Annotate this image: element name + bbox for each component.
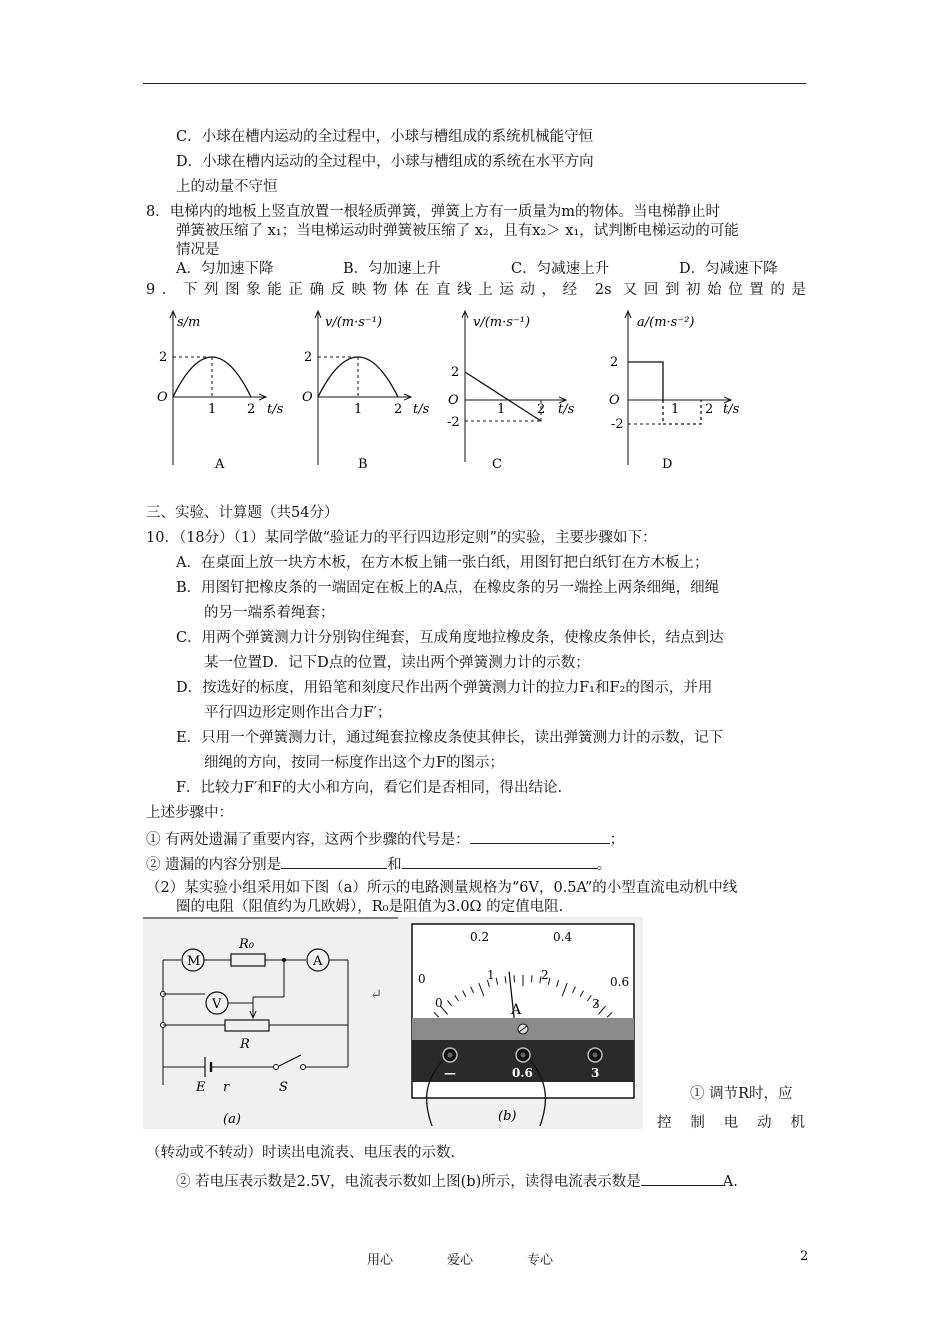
q8-option-d: D．匀减速下降 [679,261,778,277]
q10-ask3-c: （转动或不转动）时读出电流表、电压表的示数. [146,1145,456,1161]
ammeter-dial-b [408,920,638,1128]
switch-label: S [279,1080,288,1095]
graph-a-xlabel: t/s [267,402,284,417]
graph-b-ytick: 2 [304,350,313,365]
q10-part2-line2: 圈的电阻（阻值约为几欧姆），R₀是阻值为3.0Ω 的定值电阻. [176,899,564,915]
q10-ask4-end: A. [722,1174,738,1190]
graph-a-caption: A [215,457,225,472]
graph-b-origin: O [302,390,313,405]
graph-b-ylabel: v/(m·s⁻¹) [325,315,383,330]
ammeter-tick [532,975,533,982]
graph-d-yneg: -2 [611,417,624,432]
graph-c [447,312,575,472]
footer-word-2: 爱心 [447,1253,474,1268]
q8-option-a: A．匀加速下降 [176,261,274,277]
scale-top-0: 0 [418,972,426,986]
graph-d-ytick: 2 [610,355,619,370]
graph-d-xlabel: t/s [723,402,740,417]
graph-c-caption: C [492,457,502,472]
graph-b-xlabel: t/s [413,402,430,417]
graph-c-x2: 2 [537,402,546,417]
graph-a [157,312,284,472]
rheostat [225,1020,269,1031]
graph-d-x2: 2 [705,402,714,417]
q10-step-d-1: D．按选好的标度，用铅笔和刻度尺作出两个弹簧测力计的拉力F₁和F₂的图示，并用 [176,680,713,696]
graph-d-caption: D [662,457,673,472]
graph-d [609,312,740,472]
scale-top-0.6: 0.6 [610,975,630,989]
q7-option-d-line2: 上的动量不守恒 [176,179,278,195]
q10-step-b-2: 的另一端系着绳套； [204,605,335,621]
graph-c-ytick: 2 [451,365,460,380]
q8-stem-line3: 情况是 [176,242,220,258]
q10-ask3-b: 控 制 电 动 机 [657,1115,805,1131]
q10-ask1-text: ① 有两处遗漏了重要内容，这两个步骤的代号是： [146,832,470,848]
scale-top-0.2: 0.2 [470,930,490,944]
scale-bottom-3: 3 [592,997,600,1011]
q10-ask1-end: ； [609,832,625,848]
q8-option-b: B．匀加速上升 [343,261,441,277]
rheostat-label: R [240,1037,250,1052]
fig-a-caption: (a) [223,1112,241,1127]
page-number: 2 [800,1249,809,1264]
return-mark: ↵ [370,987,383,1003]
q10-ask2 [146,853,611,875]
q10-step-e-2: 细绳的方向，按同一标度作出这个力F的图示； [204,755,505,771]
q10-ask2-text: ② 遗漏的内容分别是 [146,857,282,873]
emf-label: E [196,1080,206,1095]
q7-option-d-line1: D．小球在槽内运动的全过程中，小球与槽组成的系统在水平方向 [176,154,594,170]
graph-c-ylabel: v/(m·s⁻¹) [473,315,531,330]
q10-ask1-blank[interactable] [470,828,610,844]
q10-step-d-2: 平行四边形定则作出合力F′； [204,705,392,721]
fig-b-caption: (b) [498,1109,517,1124]
q10-step-a: A．在桌面上放一块方木板，在方木板上铺一张白纸，用图钉把白纸钉在方木板上； [176,555,709,571]
q8-option-c: C．匀减速上升 [511,261,610,277]
graph-b-x2: 2 [394,402,403,417]
scale-bottom-1: 1 [487,968,495,982]
ammeter-unit: A [511,1002,522,1018]
graph-d-ylabel: a/(m·s⁻²) [637,315,695,330]
footer-word-3: 专心 [527,1253,554,1268]
motor-label: M [187,954,201,969]
footer-word-1: 用心 [367,1253,394,1268]
header-rule [143,83,806,84]
q10-step-e-1: E．只用一个弹簧测力计，通过绳套拉橡皮条使其伸长，读出弹簧测力计的示数，记下 [176,730,724,746]
graph-d-x1: 1 [671,402,680,417]
graph-d-origin: O [609,393,620,408]
terminal-3-label: 3 [591,1066,600,1080]
circuit-diagram-a [143,917,398,1129]
graph-c-yneg: -2 [447,415,460,430]
q10-intro: 上述步骤中： [146,805,233,821]
r0-resistor [231,954,265,966]
q8-stem-line2: 弹簧被压缩了 x₁；当电梯运动时弹簧被压缩了 x₂，且有x₂＞ x₁，试判断电梯运动的可能 [176,223,739,239]
q7-option-c: C．小球在槽内运动的全过程中，小球与槽组成的系统机械能守恒 [176,129,594,145]
q10-part2-line1: （2）某实验小组采用如下图（a）所示的电路测量规格为“6V，0.5A”的小型直流电动机中线 [146,880,738,896]
voltmeter-label: V [212,997,222,1012]
graph-c-xlabel: t/s [558,402,575,417]
graph-b-caption: B [358,457,368,472]
internal-r-label: r [223,1080,230,1095]
q10-ask4-text: ② 若电压表示数是2.5V，电流表示数如上图(b)所示，读得电流表示数是 [176,1174,641,1190]
scale-bottom-2: 2 [541,968,549,982]
q10-step-c-1: C．用两个弹簧测力计分别钩住绳套，互成角度地拉橡皮条，使橡皮条伸长，结点到达 [176,630,724,646]
q10-ask1 [146,828,624,850]
graph-a-ylabel: s/m [177,315,201,330]
terminal-negative-label: — [444,1066,456,1080]
q10-step-f: F．比较力F′和F的大小和方向，看它们是否相同，得出结论. [176,780,563,796]
q8-stem-line1: 8．电梯内的地板上竖直放置一根轻质弹簧，弹簧上方有一质量为m的物体。当电梯静止时 [146,204,720,220]
scale-bottom-0: 0 [435,996,443,1010]
terminal-0.6-label: 0.6 [512,1066,533,1080]
graph-b-x1: 1 [354,402,363,417]
graph-c-x1: 1 [497,402,506,417]
q10-ask2-end: 。 [596,857,612,873]
ammeter-tick [514,975,515,982]
q10-step-b-1: B．用图钉把橡皮条的一端固定在板上的A点，在橡皮条的另一端拴上两条细绳，细绳 [176,580,720,596]
graph-c-origin: O [448,393,459,408]
q10-stem: 10．（18分）（1）某同学做“验证力的平行四边形定则”的实验，主要步骤如下： [146,530,657,546]
switch-icon [279,1055,301,1066]
scale-top-0.4: 0.4 [553,930,573,944]
graph-a-ytick: 2 [159,350,168,365]
q10-step-c-2: 某一位置D．记下D点的位置，读出两个弹簧测力计的示数； [204,655,590,671]
graph-b [302,312,430,472]
q10-ask2-blank1[interactable] [281,853,387,869]
graph-a-x2: 2 [247,402,256,417]
ammeter-label: A [313,954,323,969]
graph-a-origin: O [157,390,168,405]
q9-stem: 9．下列图象能正确反映物体在直线上运动，经 2s 又回到初始位置的是 [146,282,806,298]
q10-ask3-a: ① 调节R时，应 [690,1086,793,1102]
q10-ask4-blank[interactable] [641,1170,723,1186]
section3-heading: 三、实验、计算题（共54分） [146,505,339,521]
q10-ask2-and: 和 [387,857,402,873]
q10-ask4 [176,1170,738,1192]
q10-ask2-blank2[interactable] [402,853,597,869]
q9-graphs [145,300,785,480]
graph-a-x1: 1 [208,402,217,417]
r0-label: R₀ [239,937,254,952]
